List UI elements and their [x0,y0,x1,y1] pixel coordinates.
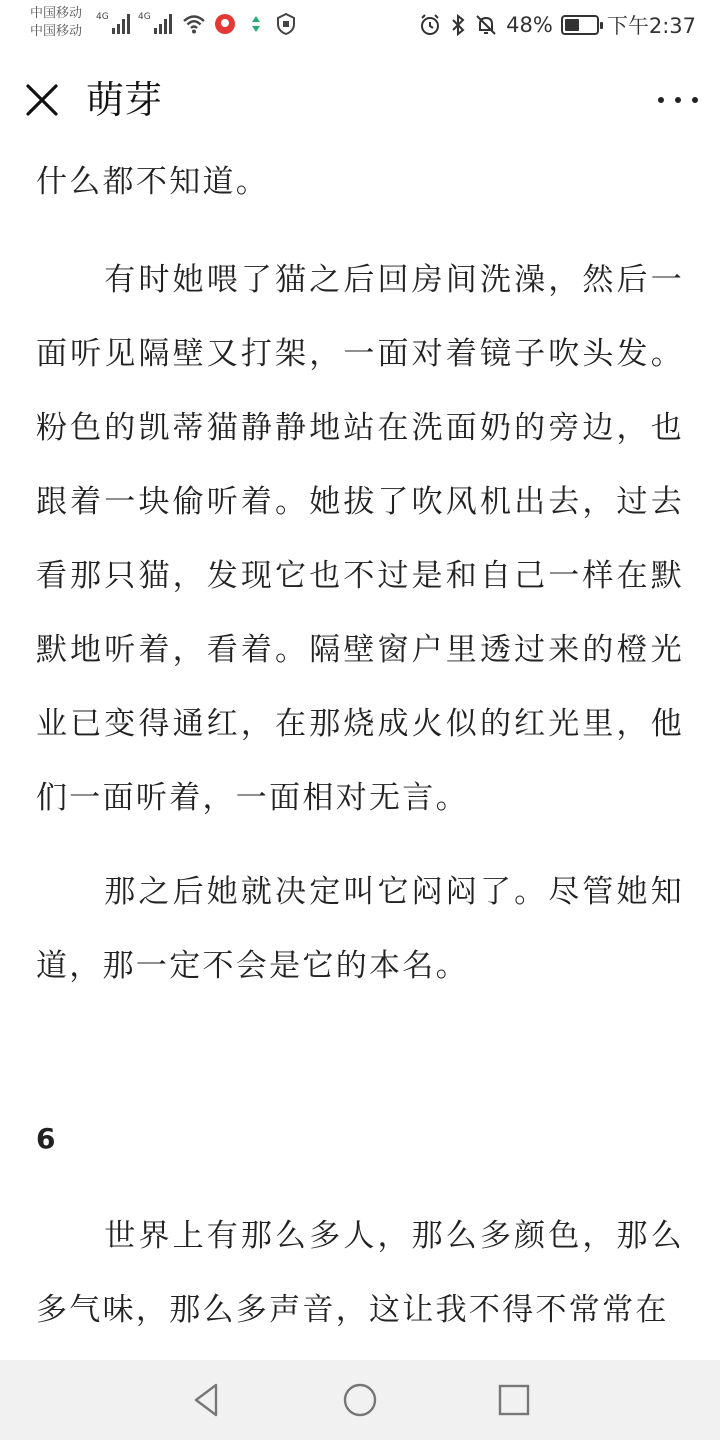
home-icon[interactable] [340,1380,380,1420]
shield-icon [274,12,298,36]
more-icon[interactable] [658,80,698,120]
recents-icon[interactable] [494,1380,534,1420]
carrier-2: 中国移动 [30,24,83,39]
signal-icon [138,12,172,34]
signal-icon [96,12,130,34]
close-icon[interactable] [22,80,62,120]
network-type-2: 4G [138,12,151,22]
article-paragraph: 世界上有那么多人，那么多颜色，那么多气味，那么多声音，这让我不得不常常在 [36,1218,684,1328]
title-bar [0,50,720,150]
article-paragraph: 有时她喂了猫之后回房间洗澡，然后一面听见隔壁又打架，一面对着镜子吹头发。粉色的凯蒂猫静静地站在洗面奶的旁边，也跟着一块偷听着。她拔了吹风机出去，过去看那只猫，发现它也不过是和自己一样在默默地听着，看着。隔壁窗户里透过来的橙光业已变得通红，在那烧成火似的红光里，他们一面听着，一面相对无言。 [36,262,684,816]
battery-percent: 48% [506,13,553,37]
article-body [0,150,720,1360]
app-notification-icon [213,12,237,36]
section-heading: 6 [36,1122,56,1155]
back-icon[interactable] [186,1380,226,1420]
battery-icon [561,15,599,35]
wifi-icon [182,12,206,36]
sync-icon [244,12,268,36]
alarm-icon [418,13,442,37]
article-paragraph: 那之后她就决定叫它闷闷了。尽管她知道，那一定不会是它的本名。 [36,874,684,984]
bluetooth-icon [450,13,466,37]
status-right [418,10,696,40]
page-title: 萌芽 [86,78,163,122]
mute-icon [474,13,498,37]
carrier-1: 中国移动 [30,6,83,21]
carrier-info [30,5,82,41]
network-type-1: 4G [96,12,109,22]
status-bar [0,0,720,50]
navigation-bar [0,1360,720,1440]
status-time: 下午2:37 [606,14,696,38]
article-paragraph: 什么都不知道。 [36,164,270,200]
